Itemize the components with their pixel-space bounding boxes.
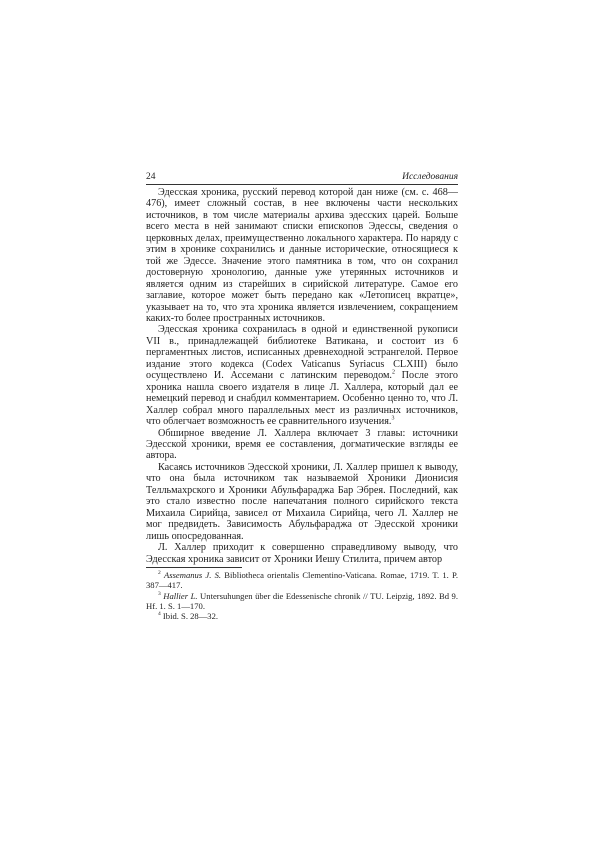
footnote-number: 2 (158, 570, 161, 577)
footnotes (146, 570, 458, 621)
footnote-author: Hallier L. (163, 590, 198, 601)
footnote-number: 3 (158, 590, 161, 597)
running-head (146, 172, 458, 185)
paragraph-text: После этого хроника нашла своего издателя в лице Л. Халлера, который дал ее немецкий перевод и снабдил комментарием. Особенно ценно то, что Л. Халлер собрал много параллельных мест из различных источников, что облегчает возможность ее сравнительного изучения. (146, 370, 458, 428)
footnote (146, 611, 458, 621)
page-number: 24 (146, 172, 156, 182)
footnote (146, 570, 458, 591)
paragraph (146, 324, 458, 427)
paragraph (146, 428, 458, 462)
main-text (146, 187, 458, 565)
paragraph (146, 187, 458, 324)
footnote-text: Bibliotheca orientalis Clementino-Vaticana. Romae, 1719. T. 1. P. 387—417. (146, 569, 458, 591)
paragraph-text: Эдесская хроника, русский перевод которой дан ниже (см. с. 468—476), имеет сложный состав, в нее включены части нескольких источников, в том числе материалы архива эдесских царей. Больше всего места в ней занимают списки епископов Эдессы, сведения о церковных делах, преимущественно локального характера. По наряду с этим в хронике сохранились и данные исторические, относящиеся к той же Эдессе. Значение этого памятника в том, что он сохранил достоверную хронологию, данные уже утерянных источников и является одним из старейших в сирийской литературе. Самое его заглавие, которое может быть передано как «Летописец вкратце», указывает на то, что эта хроника является извлечением, сокращением каких-то более пространных источников. (146, 187, 458, 324)
paragraph-text: Касаясь источников Эдесской хроники, Л. Халлер пришел к выводу, что она была источником так называемой Хроники Дионисия Телльмахрского и Хроники Абульфараджа Бар Эбрея. Последний, как это стало известно после напечатания полного сирийского текста Михаила Сирийца, зависел от Михаила Сирийца, чего Л. Халлер не мог предвидеть. Зависимость Абульфараджа от Эдесской хроники лишь опосредованная. (146, 461, 458, 542)
paragraph-text: Л. Халлер приходит к совершенно справедливому выводу, что Эдесская хроника зависит от Хроники Иешу Стилита, причем автор (146, 542, 458, 565)
book-page (146, 172, 458, 621)
paragraph-text: Обширное введение Л. Халлера включает 3 главы: источники Эдесской хроники, время ее составления, догматические взгляды ее автора. (146, 427, 458, 462)
paragraph (146, 462, 458, 542)
paragraph (146, 542, 458, 565)
footnote (146, 591, 458, 612)
footnote-divider (146, 567, 242, 568)
note-ref: 3 (391, 415, 395, 422)
footnote-text: Untersuhungen über die Edessenische chronik // TU. Leipzig, 1892. Bd 9. Hf. 1. S. 1—170. (146, 590, 458, 611)
footnote-number: 4 (158, 611, 161, 618)
footnote-text: Ibid. S. 28—32. (162, 611, 219, 622)
note-ref: 2 (391, 369, 395, 376)
paragraph-text: Эдесская хроника сохранилась в одной и единственной рукописи VII в., принадлежащей библиотеке Ватикана, и состоит из 6 пергаментных листов, исписанных древнеходной эстрангелой. Первое издание этого кодекса (Codex Vaticanus Syriacus CLXIII) было осуществлено И. Ассемани с латинским переводом. (146, 324, 458, 382)
section-title: Исследования (402, 172, 458, 182)
footnote-author: Assemanus J. S. (163, 569, 222, 580)
